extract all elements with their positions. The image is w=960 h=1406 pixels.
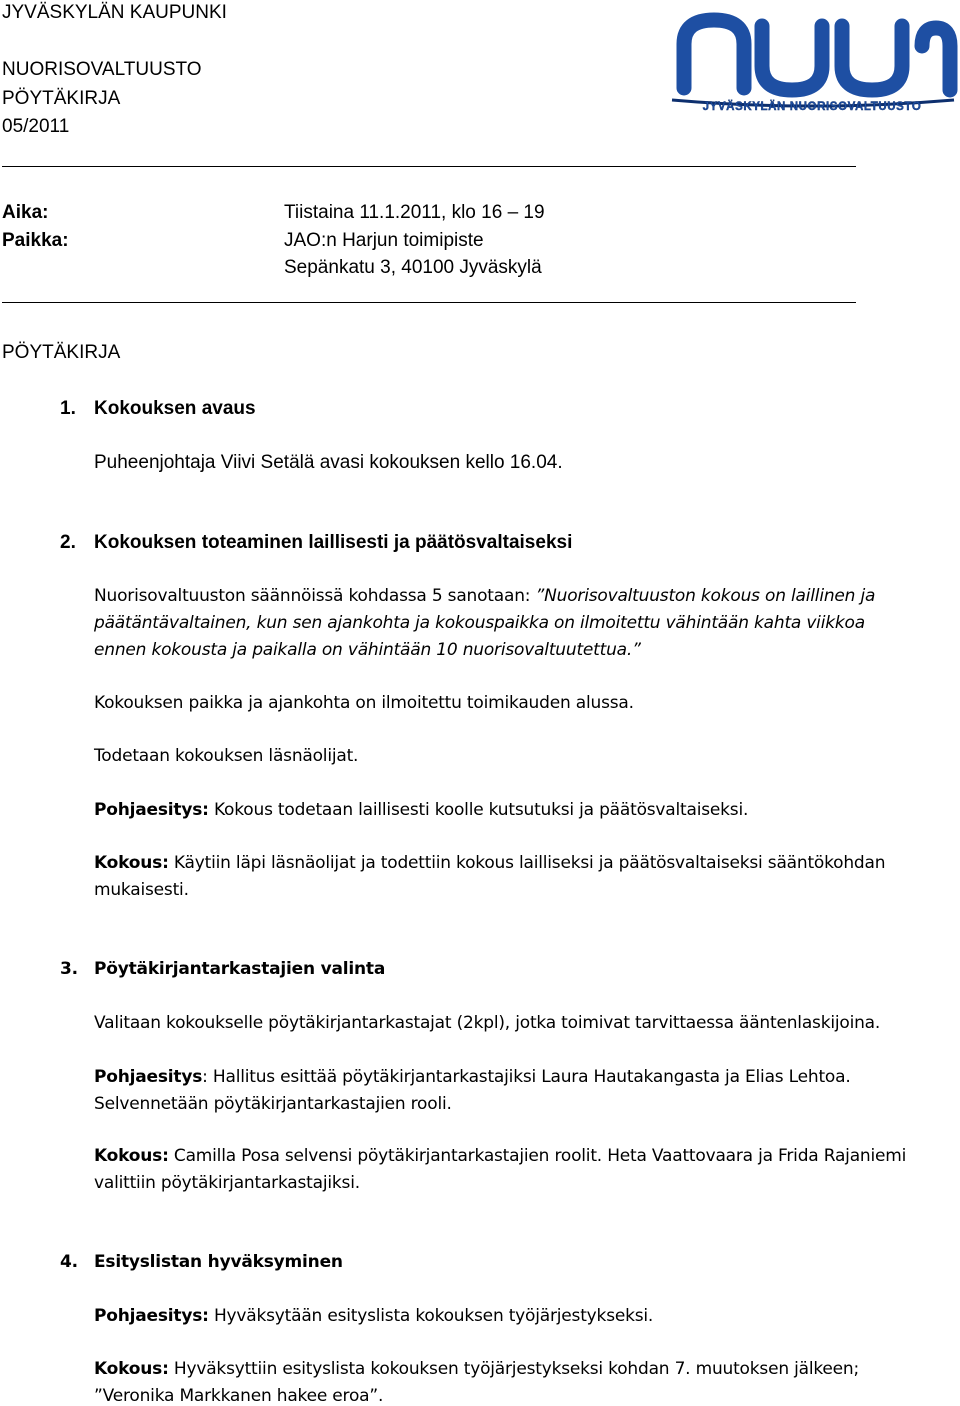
proposal-label: Pohjaesitys — [94, 1067, 203, 1087]
decision-line — [94, 853, 885, 873]
place-label: Paikka: — [2, 230, 69, 251]
proposal-text: : Hallitus esittää pöytäkirjantarkastajiksi Laura Hautakangasta ja Elias Lehtoa. — [202, 1067, 851, 1087]
decision-text: Camilla Posa selvensi pöytäkirjantarkastajien roolit. Heta Vaattovaara ja Frida Rajaniemi — [168, 1146, 907, 1166]
decision-line — [94, 1146, 906, 1166]
decision-label: Kokous: — [94, 1146, 169, 1166]
proposal-text: Hyväksytään esityslista kokouksen työjärjestykseksi. — [208, 1306, 654, 1326]
rule-intro: Nuorisovaltuuston säännöissä kohdassa 5 sanotaan: — [94, 586, 536, 606]
org-name: JYVÄSKYLÄN KAUPUNKI — [2, 2, 227, 23]
proposal-text: Kokous todetaan laillisesti koolle kutsutuksi ja päätösvaltaiseksi. — [208, 800, 749, 820]
note-text: Todetaan kokouksen läsnäolijat. — [94, 746, 359, 766]
document-type: PÖYTÄKIRJA — [2, 88, 121, 109]
rule-quote: ”Nuorisovaltuuston kokous on laillinen ja — [535, 586, 876, 606]
item-title: Kokouksen avaus — [94, 398, 256, 419]
item-title: Pöytäkirjantarkastajien valinta — [94, 959, 386, 979]
proposal-label: Pohjaesitys: — [94, 1306, 209, 1326]
rule-quote: ennen kokousta ja paikalla on vähintään 10 nuorisovaltuutettua.” — [94, 640, 641, 660]
decision-label: Kokous: — [94, 1359, 169, 1379]
decision-text: ”Veronika Markkanen hakee eroa”. — [94, 1386, 384, 1406]
header-divider — [2, 166, 856, 167]
rule-paragraph-line — [94, 586, 875, 606]
item-title: Kokouksen toteaminen laillisesti ja päätösvaltaiseksi — [94, 532, 573, 553]
decision-text: valittiin pöytäkirjantarkastajiksi. — [94, 1173, 360, 1193]
body-name: NUORISOVALTUUSTO — [2, 59, 202, 80]
place-value-1: JAO:n Harjun toimipiste — [284, 230, 484, 251]
decision-text: Hyväksyttiin esityslista kokouksen työjärjestykseksi kohdan 7. muutoksen jälkeen; — [168, 1359, 860, 1379]
decision-text: Käytiin läpi läsnäolijat ja todettiin kokous lailliseksi ja päätösvaltaiseksi sääntökohdan — [168, 853, 886, 873]
logo-caption: JYVÄSKYLÄN NUORISOVALTUUSTO — [702, 101, 922, 113]
time-label: Aika: — [2, 202, 49, 223]
document-number: 05/2011 — [2, 116, 70, 137]
note-text: Kokouksen paikka ja ajankohta on ilmoitettu toimikauden alussa. — [94, 693, 634, 713]
place-value-2: Sepänkatu 3, 40100 Jyväskylä — [284, 257, 542, 278]
item-text: Valitaan kokoukselle pöytäkirjantarkastajat (2kpl), jotka toimivat tarvittaessa ääntenlaskijoina. — [94, 1013, 881, 1033]
time-value: Tiistaina 11.1.2011, klo 16 – 19 — [284, 202, 545, 223]
proposal-line — [94, 800, 748, 820]
item-number: 4. — [60, 1252, 78, 1272]
proposal-line — [94, 1067, 851, 1087]
proposal-label: Pohjaesitys: — [94, 800, 209, 820]
item-text: Puheenjohtaja Viivi Setälä avasi kokouksen kello 16.04. — [94, 452, 563, 473]
decision-line — [94, 1359, 859, 1379]
item-number: 3. — [60, 959, 78, 979]
item-number: 1. — [60, 398, 76, 419]
item-number: 2. — [60, 532, 76, 553]
item-title: Esityslistan hyväksyminen — [94, 1252, 343, 1272]
nuva-logo — [666, 6, 958, 124]
rule-quote: päätäntävaltainen, kun sen ajankohta ja kokouspaikka on ilmoitettu vähintään kahta viikkoa — [94, 613, 865, 633]
decision-text: mukaisesti. — [94, 880, 189, 900]
section-title: PÖYTÄKIRJA — [2, 342, 121, 363]
decision-label: Kokous: — [94, 853, 169, 873]
info-divider — [2, 302, 856, 303]
proposal-line — [94, 1306, 653, 1326]
proposal-text: Selvennetään pöytäkirjantarkastajien rooli. — [94, 1094, 452, 1114]
